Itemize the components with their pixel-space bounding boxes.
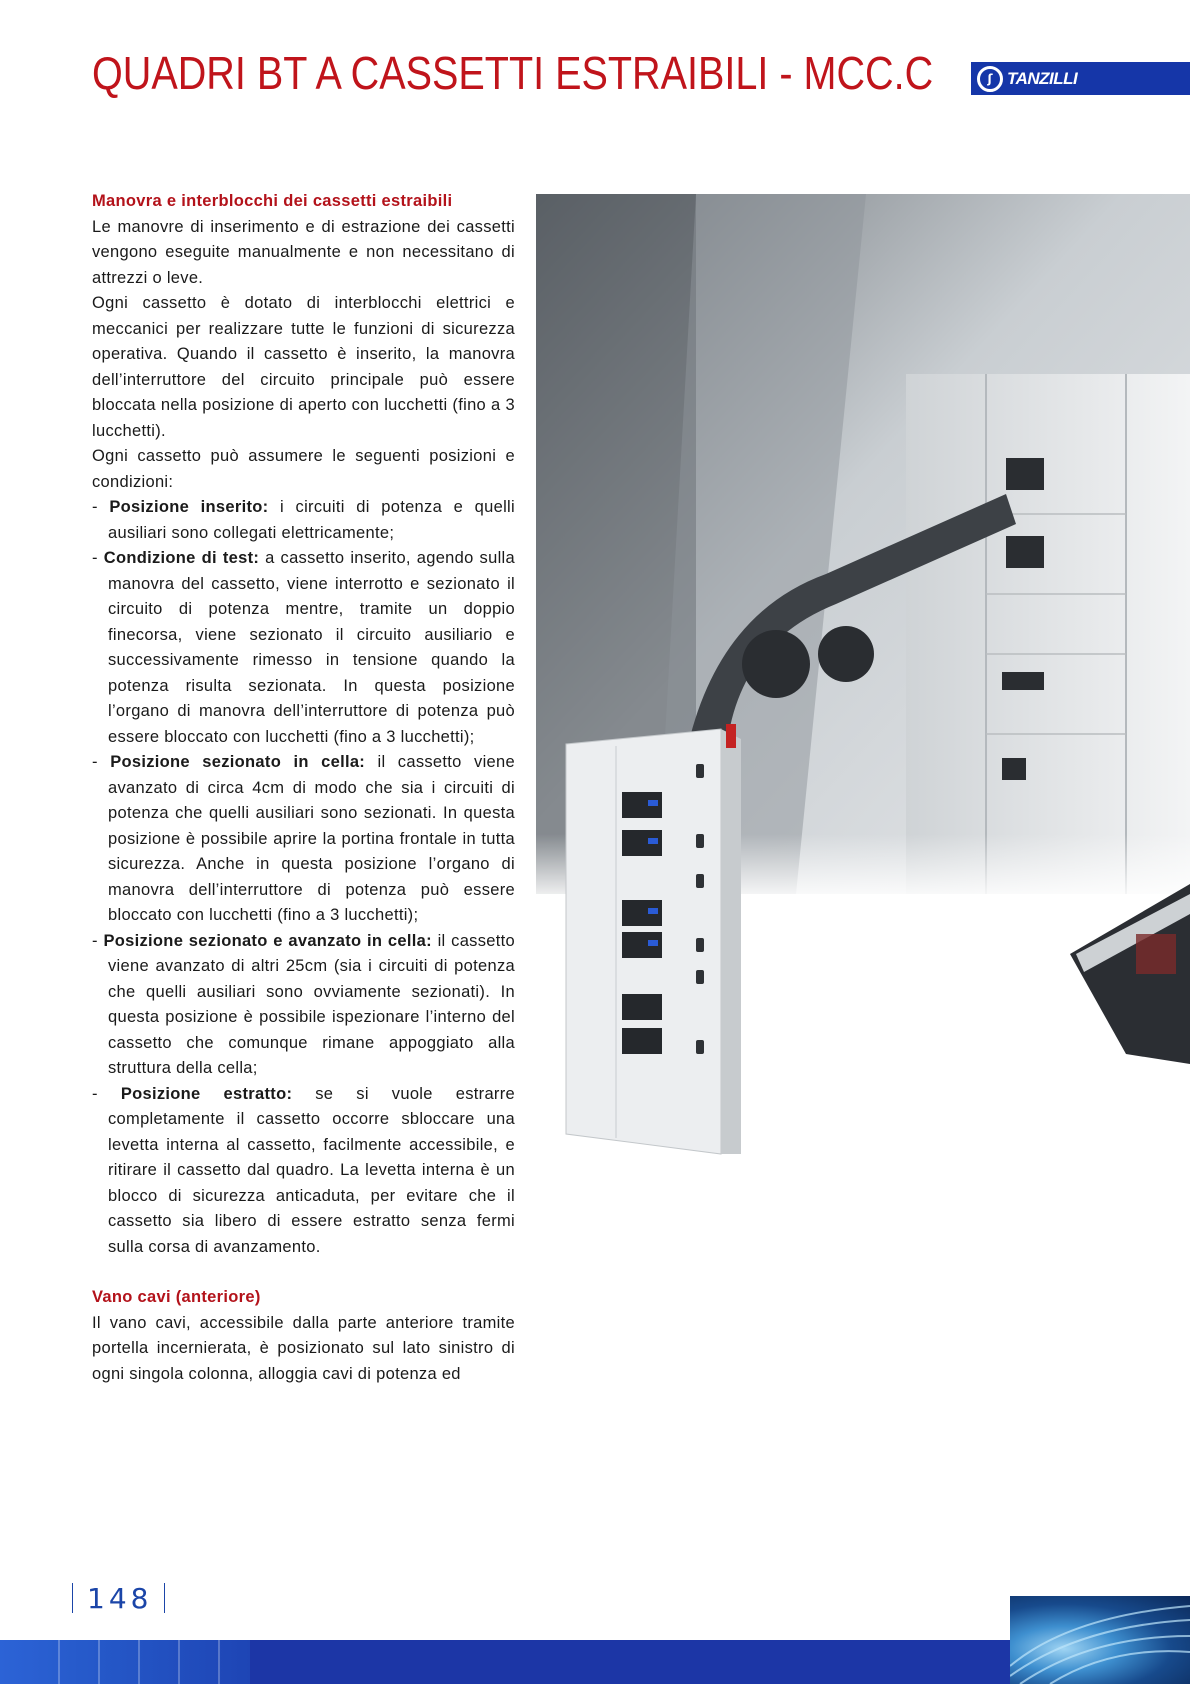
page-number-block <box>72 1580 165 1616</box>
paragraph: Ogni cassetto può assumere le seguenti posizioni e condizioni: <box>92 447 515 491</box>
section-title-manovra: Manovra e interblocchi dei cassetti estraibili <box>92 192 453 210</box>
list-item: - Posizione sezionato in cella: il cassetto viene avanzato di circa 4cm di modo che sia i circuiti di potenza che quelli ausiliari sono sezionati. In questa posizione è possibile aprire la portina frontale in tutta sicurezza. Anche in questa posizione l’organo di manovra dell’interruttore di potenza può essere bloccato con lucchetti (fino a 3 lucchetti); <box>92 753 515 924</box>
list-item-label: Condizione di test: <box>103 549 260 567</box>
list-item-label: Posizione sezionato in cella: <box>110 753 366 771</box>
brand-banner <box>971 62 1190 95</box>
section-title-vano-cavi: Vano cavi (anteriore) <box>92 1288 261 1306</box>
list-item-text: il cassetto viene avanzato di circa 4cm di modo che sia i circuiti di potenza che quelli ausiliari sono sezionati. In questa posizione è possibile aprire la portina frontale in tutta sicurezza. Anche in questa posizione l’organo di manovra dell’interruttore di potenza può essere bloccato con lucchetti (fino a 3 lucchetti); <box>108 753 515 924</box>
switchgear-photo <box>536 194 1190 1200</box>
positions-list <box>92 495 515 1260</box>
list-item: - Posizione sezionato e avanzato in cella: il cassetto viene avanzato di altri 25cm (sia i circuiti di potenza che quelli ausiliari sono ovviamente sezionati). In questa posizione è possibile ispezionare l’interno del cassetto che comunque rimane appoggiato alla struttura della cella; <box>92 931 515 1077</box>
list-item-label: Posizione inserito: <box>109 498 269 516</box>
list-item: - Condizione di test: a cassetto inserito, agendo sulla manovra del cassetto, viene interrotto e sezionato il circuito di potenza mentre, tramite un doppio finecorsa, viene sezionato il circuito ausiliario e successivamente rimesso in tensione quando la potenza risulta sezionata. In questa posizione l’organo di manovra dell’interruttore di potenza può essere bloccato con lucchetti (fino a 3 lucchetti); <box>92 549 515 746</box>
list-item-text: il cassetto viene avanzato di altri 25cm (sia i circuiti di potenza che quelli ausiliari sono ovviamente sezionati). In questa posizione è possibile ispezionare l’interno del cassetto che comunque rimane appoggiato alla struttura della cella; <box>108 931 515 1077</box>
list-item-text: i circuiti di potenza e quelli ausiliari sono collegati elettricamente; <box>108 498 515 542</box>
list-item: - Posizione estratto: se si vuole estrarre completamente il cassetto occorre sbloccare una levetta interna al cassetto, facilmente accessibile, e ritirare il cassetto dal quadro. La levetta interna è un blocco di sicurezza anticaduta, per evitare che il cassetto sia libero di essere estratto senza fermi sulla corsa di avanzamento. <box>92 1084 516 1256</box>
divider <box>164 1583 165 1613</box>
footer-stripes <box>20 1640 250 1684</box>
page-title: QUADRI BT A CASSETTI ESTRAIBILI - MCC.C <box>92 47 934 99</box>
list-item-label: Posizione sezionato e avanzato in cella: <box>103 931 432 950</box>
list-item-text: se si vuole estrarre completamente il cassetto occorre sbloccare una levetta interna al cassetto, facilmente accessibile, e ritirare il cassetto dal quadro. La levetta interna è un blocco di sicurezza anticaduta, per evitare che il cassetto sia libero di essere estratto senza fermi sulla corsa di avanzamento. <box>108 1084 516 1256</box>
list-item: - Posizione inserito: i circuiti di potenza e quelli ausiliari sono collegati elettricamente; <box>92 498 515 542</box>
paragraph: Le manovre di inserimento e di estrazione dei cassetti vengono eseguite manualmente e non necessitano di attrezzi o leve. <box>92 217 515 287</box>
brand-logo-icon: ʃ <box>977 66 1003 92</box>
list-item-text: a cassetto inserito, agendo sulla manovra del cassetto, viene interrotto e sezionato il circuito di potenza mentre, tramite un doppio finecorsa, viene sezionato il circuito ausiliario e successivamente rimesso in tensione quando la potenza risulta sezionata. In questa posizione l’organo di manovra dell’interruttore di potenza può essere bloccato con lucchetti (fino a 3 lucchetti); <box>108 549 515 746</box>
list-item-label: Posizione estratto: <box>120 1084 293 1103</box>
text-column <box>92 189 515 1387</box>
paragraph: Il vano cavi, accessibile dalla parte anteriore tramite portella incernierata, è posizionato sul lato sinistro di ogni singola colonna, alloggia cavi di potenza ed <box>92 1313 515 1383</box>
cable-image <box>1010 1596 1190 1684</box>
paragraph: Ogni cassetto è dotato di interblocchi elettrici e meccanici per realizzare tutte le funzioni di sicurezza operativa. Quando il cassetto è inserito, la manovra dell’interruttore del circuito principale può essere bloccata nella posizione di aperto con lucchetti (fino a 3 lucchetti). <box>92 294 515 440</box>
page-number: 148 <box>87 1581 153 1615</box>
divider <box>72 1583 73 1613</box>
brand-name: TANZILLI <box>1007 68 1078 88</box>
